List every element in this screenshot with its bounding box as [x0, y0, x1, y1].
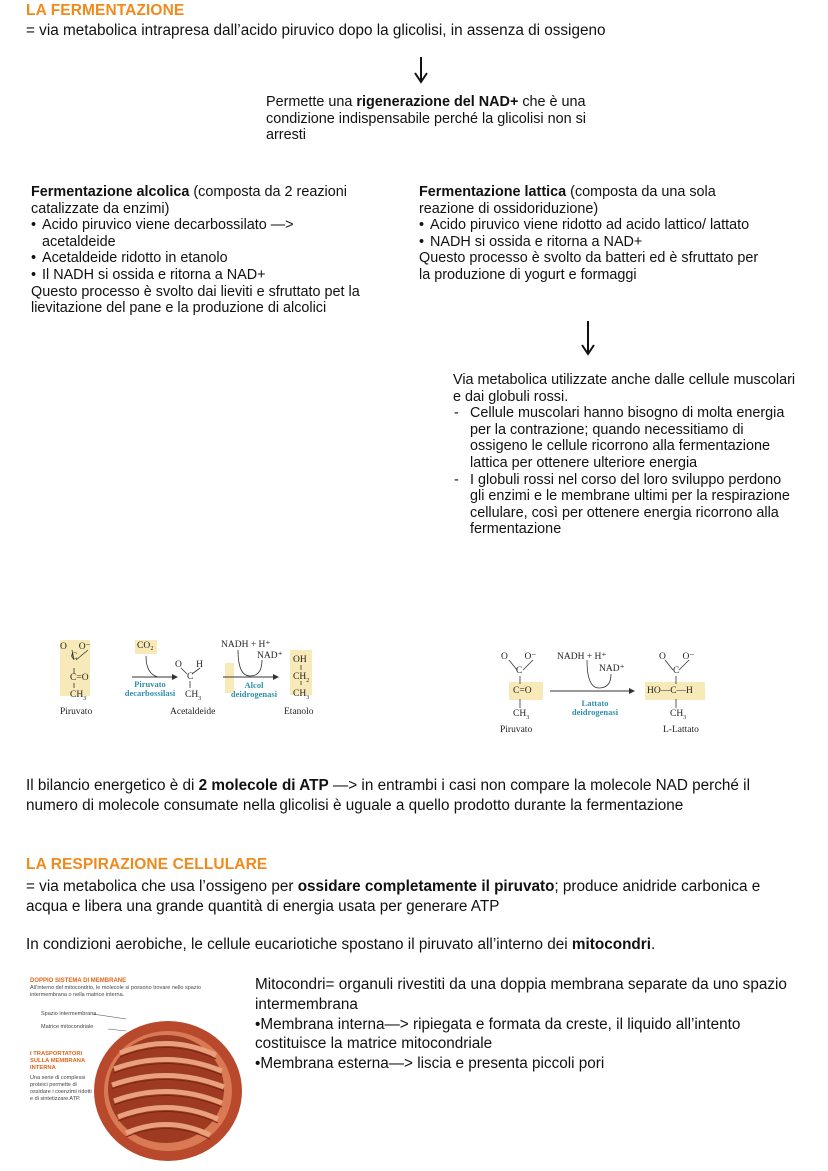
lactate-center: HO—C—H	[647, 686, 693, 696]
label-pyruvate: Piruvato	[500, 725, 533, 735]
list-item: • Acetaldeide ridotto in etanolo	[31, 250, 361, 267]
pyruvate-structure: O O⁻	[501, 652, 537, 662]
nad-label: NAD⁺	[599, 664, 625, 674]
respirazione-definition: = via metabolica che usa l’ossigeno per ossidare completamente il piruvato; produce anidride carbonica e acqua e libera una grande quantità di energia usata per generare ATP	[26, 878, 761, 915]
mitocondri-line-3: •Membrana esterna—> liscia e presenta piccoli pori	[255, 1055, 605, 1073]
alcolica-note: Questo processo è svolto dai lieviti e sfruttato pet la lievitazione del pane e la produzione di alcolici	[31, 283, 360, 317]
enzyme-lactate-dehydrogenase: Lattato deidrogenasi	[571, 698, 619, 717]
ethanol-ch2: $CH_2$	[293, 672, 310, 684]
list-item: - I globuli rossi nel corso del loro sviluppo perdono gli enzimi e le membrane ultimi per la respirazione cellulare, così per ottenere energia ricorrono alla fermentazione	[453, 472, 798, 538]
mitocondri-line-2: •Membrana interna—> ripiegata e formata da creste, il liquido all’intento costituisce la matrice mitocondriale	[255, 1015, 741, 1053]
list-item: • Acido piruvico viene ridotto ad acido lattico/ lattato	[419, 217, 759, 234]
lattica-note: Questo processo è svolto da batteri ed è sfruttato per la produzione di yogurt e formaggi	[419, 250, 759, 283]
lactic-fermentation-diagram	[495, 648, 725, 743]
figure-description: All’interno del mitocondrio, le molecole si possono trovare nello spazio intermembrana o nella matrice interna.	[30, 985, 201, 998]
ethanol-oh: OH	[293, 655, 307, 665]
mitocondri-line-1: Mitocondri= organuli rivestiti da una doppia membrana separate da uno spazio intermembrana	[255, 976, 787, 1013]
pyruvate-methyl: $CH_3$	[70, 690, 87, 702]
label-lactate: L-Lattato	[663, 725, 699, 735]
pyruvate-carbon: C	[71, 652, 78, 662]
transporters-title: I TRASPORTATORI SULLA MEMBRANA INTERNA	[30, 1051, 85, 1071]
pyruvate-methyl: $CH_3$	[513, 709, 530, 721]
section-title-respirazione: LA RESPIRAZIONE CELLULARE	[26, 856, 268, 873]
label-mitochondrial-matrix: Matrice mitocondriale	[41, 1024, 94, 1030]
aerobic-conditions: In condizioni aerobiche, le cellule eucariotiche spostano il piruvato all’interno dei mitocondri.	[26, 936, 656, 953]
mitocondri-description	[255, 975, 815, 1074]
list-item: - Cellule muscolari hanno bisogno di molta energia per la contrazione; quando necessitiamo di ossigeno le cellule ricorrono alla fermentazione lattica per ottenere ulteriore energia	[453, 405, 798, 471]
pyruvate-structure: O O⁻	[60, 642, 91, 652]
acetaldehyde-methyl: $CH_3$	[185, 690, 202, 702]
enzyme-alcohol-dehydrogenase: Alcol deidrogenasi	[230, 680, 278, 699]
lactate-structure: O O⁻	[659, 652, 695, 662]
label-ethanol: Etanolo	[284, 707, 314, 717]
alcolica-title: Fermentazione alcolica	[31, 184, 190, 200]
mitochondrion-figure	[28, 973, 243, 1168]
list-item: • Il NADH si ossida e ritorna a NAD+	[31, 267, 361, 284]
transporters-text: Una serie di complessi proteici permette di ossidare i coenzimi ridotti e di sintetizzare ATP.	[30, 1075, 92, 1102]
acetaldehyde-carbon: C	[187, 672, 194, 682]
list-item: • NADH si ossida e ritorna a NAD+	[419, 234, 759, 251]
pyruvate-carbon: C	[516, 666, 523, 676]
nad-regeneration-note: Permette una rigenerazione del NAD+ che è una condizione indispensabile perché la glicolisi non si arresti	[266, 94, 586, 144]
nadh-label: NADH + H⁺	[221, 640, 271, 650]
muscoli-intro: Via metabolica utilizzate anche dalle cellule muscolari e dai globuli rossi.	[453, 372, 796, 405]
pyruvate-carbonyl: C=O	[70, 673, 89, 683]
lattica-title: Fermentazione lattica	[419, 184, 567, 200]
fermentazione-definition: = via metabolica intrapresa dall’acido piruvico dopo la glicolisi, in assenza di ossigeno	[26, 22, 606, 39]
label-acetaldehyde: Acetaldeide	[170, 707, 216, 717]
label-pyruvate: Piruvato	[60, 707, 93, 717]
lattica-list	[419, 217, 759, 250]
acetaldehyde-structure: O H	[175, 660, 203, 670]
nad-label: NAD⁺	[257, 651, 283, 661]
alcolica-list	[31, 217, 361, 283]
list-item: • Acido piruvico viene decarbossilato —> acetaldeide	[31, 217, 361, 250]
fermentazione-alcolica: Fermentazione alcolica (composta da 2 reazioni catalizzate da enzimi) • Acido piruvico viene decarbossilato —> acetaldeide • Acetaldeide ridotto in etanolo • Il NADH si ossida e ritorna a NAD+ Questo processo è svolto dai lieviti e sfruttato pet la lievitazione del pane e la produzione di alcolici	[31, 184, 361, 317]
alcoholic-fermentation-diagram	[50, 636, 350, 726]
muscoli-list	[453, 405, 798, 538]
co2-label: CO₂	[137, 641, 154, 651]
arrow-down-icon	[580, 320, 596, 356]
section-title-fermentazione: LA FERMENTAZIONE	[26, 2, 185, 19]
nadh-label: NADH + H⁺	[557, 652, 607, 662]
lactate-carbon: C	[673, 666, 680, 676]
ethanol-ch3: $CH_3$	[293, 689, 310, 701]
enzyme-pyruvate-decarboxylase: Piruvato decarbossilasi	[124, 679, 176, 698]
lactate-methyl: $CH_3$	[670, 709, 687, 721]
pyruvate-carbonyl: C=O	[513, 686, 532, 696]
fermentazione-lattica: Fermentazione lattica (composta da una sola reazione di ossidoriduzione) • Acido piruvico viene ridotto ad acido lattico/ lattato • NADH si ossida e ritorna a NAD+ Questo processo è svolto da batteri ed è sfruttato per la produzione di yogurt e formaggi	[419, 184, 759, 284]
label-intermembrane-space: Spazio intermembrana	[41, 1011, 97, 1017]
figure-title: DOPPIO SISTEMA DI MEMBRANE	[30, 978, 127, 984]
muscoli-globuli-note	[453, 372, 798, 538]
arrow-down-icon	[413, 56, 429, 84]
energy-balance: Il bilancio energetico è di 2 molecole di ATP —> in entrambi i casi non compare la molecole NAD perché il numero di molecole consumate nella glicolisi è uguale a quello prodotto durante la fermentazione	[26, 777, 750, 814]
